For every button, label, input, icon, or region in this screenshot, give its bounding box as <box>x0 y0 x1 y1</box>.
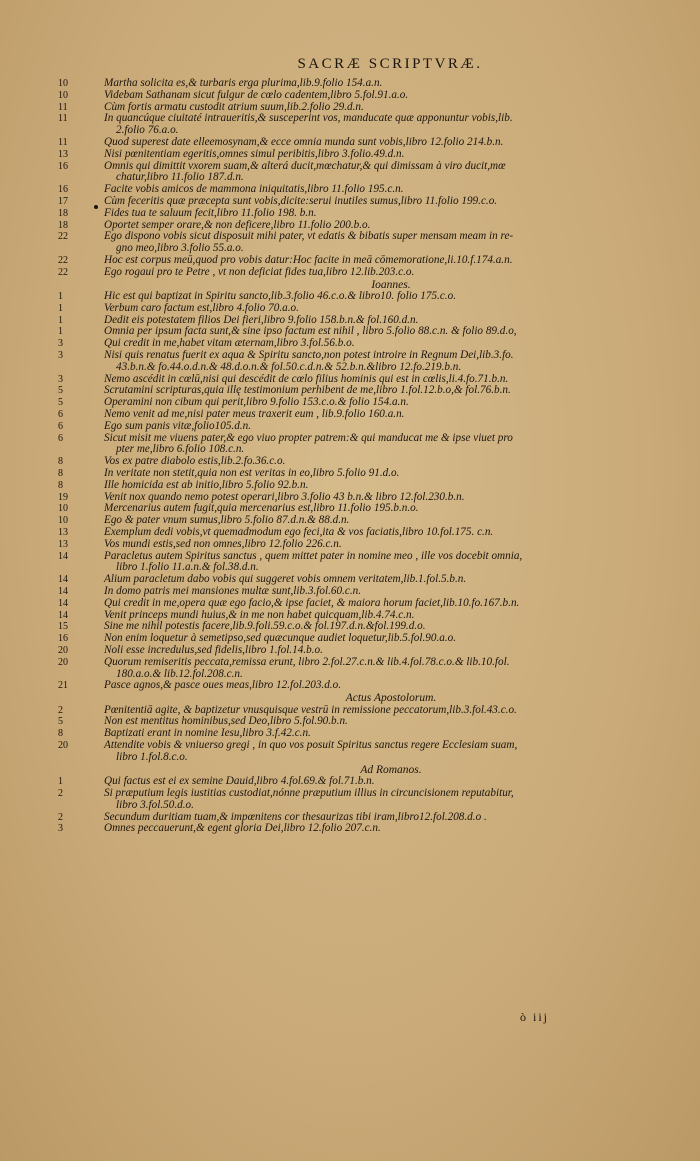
entry-line: Hic est qui baptizat in Spiritu sancto,lib.3.folio 46.c.o.& libro10. folio 175.c.o. <box>104 290 456 303</box>
chapter-number: 18 <box>58 219 68 231</box>
entry-text <box>104 137 678 149</box>
entry-text <box>104 196 678 208</box>
entry-text <box>104 645 678 657</box>
entry-text <box>104 267 678 279</box>
chapter-number: 2 <box>58 787 63 799</box>
entry-line: Cùm fortis armatu custodit atrium suum,lib.2.folio 29.d.n. <box>104 100 364 113</box>
index-entry <box>58 196 678 208</box>
chapter-number: 8 <box>58 479 63 491</box>
chapter-number: 10 <box>58 515 68 527</box>
entry-line: Ego dispono vobis sicut disposuit mihi pater, vt edatis & bibatis super mensam meam in re- <box>104 230 514 243</box>
chapter-number: 1 <box>58 302 63 314</box>
entry-text <box>104 740 678 764</box>
chapter-number: 5 <box>58 385 63 397</box>
entry-line: Sine me nihil potestis facere,lib.9.foli.59.c.o.& fol.197.d.n.&fol.199.d.o. <box>104 620 426 633</box>
index-entry <box>58 350 678 374</box>
chapter-number: 16 <box>58 184 68 196</box>
entry-line: Paracletus autem Spiritus sanctus , quem mittet pater in nomine meo , ille vos docebit omnia, <box>104 549 523 562</box>
chapter-number: 8 <box>58 728 63 740</box>
chapter-number: 5 <box>58 397 63 409</box>
chapter-number: 16 <box>58 633 68 645</box>
entry-line: Videbam Sathanam sicut fulgur de cœlo cadentem,libro 5.fol.91.a.o. <box>104 88 409 101</box>
entry-line: Scrutamini scripturas,quia illę testimonium perhibent de me,libro 1.fol.12.b.o,& fol.76.b.n. <box>104 384 511 397</box>
entry-line: Fides tua te saluum fecit,libro 11.folio 198. b.n. <box>104 206 317 219</box>
entry-text <box>104 657 678 681</box>
entry-text <box>104 680 678 692</box>
entry-line: Facite vobis amicos de mammona iniquitatis,libro 11.folio 195.c.n. <box>104 183 404 196</box>
entry-text <box>104 350 678 374</box>
entry-text <box>104 788 678 812</box>
chapter-number: 8 <box>58 456 63 468</box>
index-entry <box>58 267 678 279</box>
chapter-number: 10 <box>58 89 68 101</box>
chapter-number: 14 <box>58 609 68 621</box>
index-entry <box>58 586 678 598</box>
index-entry <box>58 90 678 102</box>
entry-continuation-line: 43.b.n.& fo.44.o.d.n.& 48.d.o.n.& fol.50.c.d.n.& 52.b.n.&libro 12.fo.219.b.n. <box>116 360 462 373</box>
entry-text <box>104 113 678 137</box>
entry-line: Omnes peccauerunt,& egent gloria Dei,libro 12.folio 207.c.n. <box>104 822 381 835</box>
chapter-number: 14 <box>58 550 68 562</box>
entry-continuation-line: gno meo,libro 3.folio 55.a.o. <box>116 242 244 255</box>
entry-line: Operamini non cibum qui perit,libro 9.folio 153.c.o.& folio 154.a.n. <box>104 396 409 409</box>
entry-line: In veritate non stetit,quia non est veritas in eo,libro 5.folio 91.d.o. <box>104 467 400 479</box>
chapter-number: 3 <box>58 823 63 835</box>
chapter-number: 21 <box>58 680 68 692</box>
entry-text <box>104 527 678 539</box>
index-entry <box>58 421 678 433</box>
chapter-number: 14 <box>58 597 68 609</box>
chapter-number: 18 <box>58 207 68 219</box>
index-entry <box>58 788 678 812</box>
chapter-number: 3 <box>58 373 63 385</box>
entry-continuation-line: libro 1.fol.8.c.o. <box>116 750 188 763</box>
chapter-number: 20 <box>58 656 68 668</box>
entry-text <box>104 586 678 598</box>
entry-line: Non est mentitus hominibus,sed Deo,libro 5.fol.90.b.n. <box>104 715 348 728</box>
entry-line: Qui factus est ei ex semine Dauid,libro 4.fol.69.& fol.71.b.n. <box>104 775 375 788</box>
chapter-number: 11 <box>58 101 68 113</box>
chapter-number: 10 <box>58 78 68 89</box>
entry-line: Venit nox quando nemo potest operari,libro 3.folio 43 b.n.& libro 12.fol.230.b.n. <box>104 490 465 503</box>
chapter-number: 2 <box>58 811 63 823</box>
index-entry <box>58 657 678 681</box>
index-entry <box>58 680 678 692</box>
chapter-number: 19 <box>58 491 68 503</box>
chapter-number: 6 <box>58 420 63 432</box>
index-entry <box>58 137 678 149</box>
entry-line: Vos mundi estis,sed non omnes,libro 12.folio 226.c.n. <box>104 537 342 550</box>
index-entry <box>58 255 678 267</box>
entry-line: Nemo venit ad me,nisi pater meus traxerit eum , lib.9.folio 160.a.n. <box>104 408 405 421</box>
signature-mark: ò iij <box>520 1010 550 1024</box>
entry-line: Nisi pœnitentiam egeritis,omnes simul peribitis,libro 3.folio.49.d.n. <box>104 147 405 160</box>
section-heading: Actus Apostolorum. <box>345 692 437 705</box>
chapter-number: 1 <box>58 314 63 326</box>
entry-line: Sicut misit me viuens pater,& ego viuo propter patrem:& qui manducat me & ipse viuet pro <box>104 431 513 444</box>
chapter-number: 20 <box>58 644 68 656</box>
entry-line: Venit princeps mundi huius,& in me non habet quicquam,lib.4.74.c.n. <box>104 608 415 621</box>
entry-line: Vos ex patre diabolo estis,lib.2.fo.36.c.o. <box>104 455 286 468</box>
entry-line: Cùm feceritis quæ præcepta sunt vobis,dicite:serui inutiles sumus,libro 11.folio 199.c.o. <box>104 194 498 207</box>
entry-line: Oportet semper orare,& non deficere,libro 11.folio 200.b.o. <box>104 218 371 231</box>
chapter-number: 11 <box>58 113 68 125</box>
entry-continuation-line: libro 3.fol.50.d.o. <box>116 798 194 811</box>
running-head: SACRÆ SCRIPTVRÆ. <box>297 56 483 72</box>
entry-line: Nemo ascédit in cœlū,nisi qui descédit de cœlo filius hominis qui est in cœlis,li.4.fo.71.b.n. <box>104 372 509 385</box>
index-entry <box>58 480 678 492</box>
chapter-number: 6 <box>58 409 63 421</box>
entry-text <box>104 551 678 575</box>
chapter-number: 8 <box>58 468 63 479</box>
index-entry <box>58 161 678 185</box>
index-entry <box>58 231 678 255</box>
index-entry <box>58 303 678 315</box>
entry-line: Verbum caro factum est,libro 4.folio 70.a.o. <box>104 301 299 314</box>
section-heading: Ioannes. <box>371 278 411 291</box>
chapter-number: 13 <box>58 526 68 538</box>
chapter-number: 6 <box>58 432 63 444</box>
chapter-number: 14 <box>58 585 68 597</box>
index-entry <box>58 645 678 657</box>
entry-line: Non enim loquetur à semetipso,sed quæcunque audiet loquetur,lib.5.fol.90.a.o. <box>104 632 457 645</box>
entry-text <box>104 208 678 220</box>
entry-text <box>104 421 678 433</box>
entry-line: In quancúque ciuitaté intraueritis,& susceperint vos, manducate quæ apponuntur vobis,lib. <box>104 112 513 125</box>
chapter-number: 22 <box>58 266 68 278</box>
entry-line: Ille homicida est ab initio,libro 5.folio 92.b.n. <box>104 478 309 491</box>
index-entry <box>58 208 678 220</box>
entry-line: Omnis qui dimittit vxorem suam,& alterá ducit,mœchatur,& qui dimissam à viro ducit,mœ <box>104 159 506 172</box>
index-entry <box>58 149 678 161</box>
entry-text <box>104 255 678 267</box>
entry-continuation-line: libro 1.folio 11.a.n.& fol.38.d.n. <box>116 561 259 574</box>
entry-continuation-line: 2.folio 76.a.o. <box>116 124 179 137</box>
entry-line: Alium paracletum dabo vobis qui suggeret vobis omnem veritatem,lib.1.fol.5.b.n. <box>104 573 467 586</box>
entry-text <box>104 480 678 492</box>
chapter-number: 14 <box>58 574 68 586</box>
entry-text <box>104 433 678 457</box>
chapter-number: 5 <box>58 716 63 728</box>
chapter-number: 10 <box>58 503 68 515</box>
chapter-number: 11 <box>58 136 68 148</box>
entry-line: Qui credit in me,opera quæ ego facio,& ipse faciet, & maiora horum faciet,lib.10.fo.167.b.n. <box>104 596 520 609</box>
chapter-number: 1 <box>58 326 63 338</box>
entry-text <box>104 161 678 185</box>
entry-line: Ego & pater vnum sumus,libro 5.folio 87.d.n.& 88.d.n. <box>104 514 350 527</box>
chapter-number: 17 <box>58 195 68 207</box>
entry-text <box>104 231 678 255</box>
index-entry <box>58 539 678 551</box>
chapter-number: 13 <box>58 538 68 550</box>
entry-text <box>104 539 678 551</box>
entry-line: In domo patris mei mansiones multæ sunt,lib.3.fol.60.c.n. <box>104 584 362 597</box>
entry-line: Mercenarius autem fugit,quia mercenarius est,libro 11.folio 195.b.n.o. <box>104 502 419 515</box>
entry-text <box>104 598 678 610</box>
entry-text <box>104 149 678 161</box>
entry-text <box>104 303 678 315</box>
chapter-number: 20 <box>58 740 68 752</box>
index-entry <box>58 823 678 835</box>
entry-line: Attendite vobis & vniuerso gregi , in quo vos posuit Spiritus sanctus regere Ecclesiam suam, <box>104 739 518 752</box>
entry-line: Secundum duritiam tuam,& impœnitens cor thesaurizas tibi iram,libro12.fol.208.d.o . <box>104 810 487 823</box>
chapter-number: 22 <box>58 231 68 243</box>
chapter-number: 3 <box>58 350 63 362</box>
entry-line: Baptizati erant in nomine Iesu,libro 3.f.42.c.n. <box>104 727 311 740</box>
index-entry <box>58 598 678 610</box>
entry-line: Ego sum panis vitæ,folio105.d.n. <box>104 419 251 432</box>
chapter-number: 15 <box>58 621 68 633</box>
entry-line: Dedit eis potestatem filios Dei fieri,libro 9.folio 158.b.n.& fol.160.d.n. <box>104 313 419 326</box>
entry-text <box>104 823 678 835</box>
entry-line: Noli esse incredulus,sed fidelis,libro 1.fol.14.b.o. <box>104 643 323 656</box>
chapter-number: 16 <box>58 160 68 172</box>
index-entry <box>58 551 678 575</box>
chapter-number: 1 <box>58 291 63 303</box>
entry-continuation-line: pter me,libro 6.folio 108.c.n. <box>116 443 245 456</box>
entry-line: Ego rogaui pro te Petre , vt non deficiat fides tua,libro 12.lib.203.c.o. <box>104 265 415 278</box>
chapter-number: 13 <box>58 148 68 160</box>
index-entry <box>58 740 678 764</box>
entry-line: Hoc est corpus meū,quod pro vobis datur:Hoc facite in meā cōmemoratione,li.10.f.174.a.n. <box>104 253 513 266</box>
chapter-number: 2 <box>58 704 63 716</box>
entry-line: Si præputium legis iustitias custodiat,nónne præputium illius in circuncisionem reputabitur, <box>104 786 514 799</box>
entry-line: Omnia per ipsum facta sunt,& sine ipso factum est nihil , libro 5.folio 88.c.n. & folio 89.d.o, <box>104 325 517 338</box>
chapter-number: 1 <box>58 776 63 788</box>
index-entry <box>58 113 678 137</box>
entry-line: Pasce agnos,& pasce oues meas,libro 12.fol.203.d.o. <box>104 679 341 692</box>
entry-line: Pœnitentiā agite, & baptizetur vnusquisque vestrū in remissione peccatorum,lib.3.fol.43.c.o. <box>104 703 517 716</box>
index-entry <box>58 527 678 539</box>
chapter-number: 22 <box>58 254 68 266</box>
entry-line: Quorum remiseritis peccata,remissa erunt, libro 2.fol.27.c.n.& lib.4.fol.78.c.o.& lib.10.fol. <box>104 655 510 668</box>
section-heading: Ad Romanos. <box>360 763 422 776</box>
index-entry <box>58 433 678 457</box>
index-entries <box>58 78 678 835</box>
entry-continuation-line: 180.a.o.& lib.12.fol.208.c.n. <box>116 667 243 680</box>
entry-line: Qui credit in me,habet vitam æternam,libro 3.fol.56.b.o. <box>104 337 355 350</box>
entry-line: Quod superest date elleemosynam,& ecce omnia munda sunt vobis,libro 12.folio 214.b.n. <box>104 135 504 148</box>
entry-line: Nisi quis renatus fuerit ex aqua & Spiritu sancto,non potest introire in Regnum Dei,lib.3.fo. <box>104 349 514 362</box>
chapter-number: 3 <box>58 338 63 350</box>
entry-line: Exemplum dedi vobis,vt quemadmodum ego feci,ita & vos faciatis,libro 10.fol.175. c.n. <box>104 525 494 538</box>
entry-line: Martha solicita es,& turbaris erga plurima,lib.9.folio 154.a.n. <box>104 77 383 89</box>
entry-text <box>104 90 678 102</box>
entry-continuation-line: chatur,libro 11.folio 187.d.n. <box>116 171 244 184</box>
